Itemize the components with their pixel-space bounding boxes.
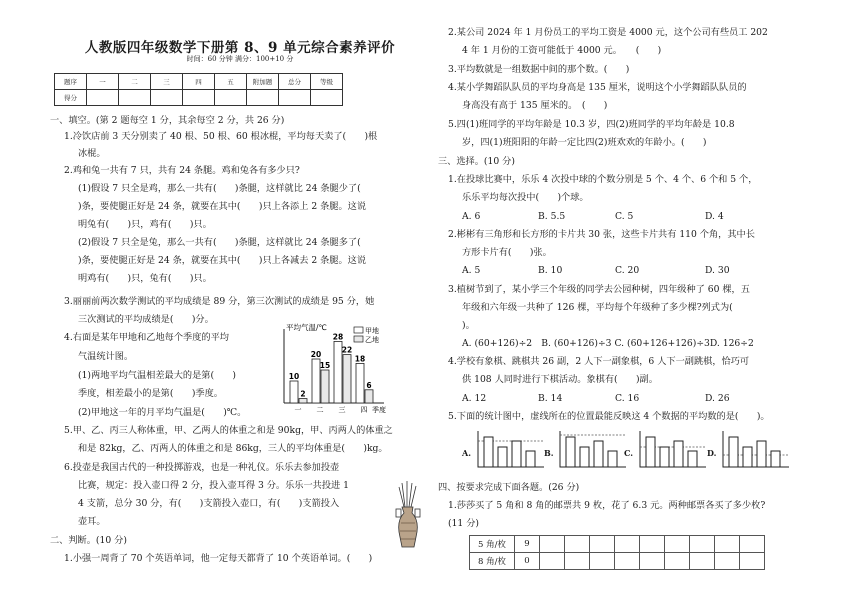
- question-text: 和是 82kg，乙、丙两人的体重之和是 86kg，三人的平均体重是( )kg。: [78, 443, 388, 454]
- question-text: 4.学校有象棋、跳棋共 26 副，2 人下一副象棋，6 人下一副跳棋，恰巧可: [448, 356, 750, 367]
- option-d: D. 30: [705, 265, 730, 276]
- touhu-pot-image: [394, 481, 422, 549]
- option-c: C. 5: [615, 211, 634, 222]
- score-cell: 三: [151, 74, 183, 90]
- question-text: 4.右面是某年甲地和乙地每个季度的平均: [64, 332, 229, 343]
- stamp-row-label: 5 角/枚: [470, 536, 515, 553]
- chart-title: 平均气温/℃: [286, 323, 327, 332]
- option-b-chart: [556, 429, 630, 471]
- legend-label: 甲地: [365, 327, 379, 335]
- question-text: (1)两地平均气温相差最大的是第( ): [78, 370, 236, 381]
- question-text: (11 分): [448, 518, 479, 529]
- x-axis-label: 季度: [372, 406, 386, 413]
- option-a-chart: [474, 429, 548, 471]
- stamp-cell[interactable]: [665, 553, 690, 570]
- question-text: 3.植树节到了，某小学三个年级的同学去公园种树，四年级种了 60 棵，五: [448, 284, 750, 295]
- stamp-cell[interactable]: [715, 536, 740, 553]
- legend-swatch: [354, 327, 363, 333]
- option-a: A. 6: [462, 211, 481, 222]
- section-solve: 四、按要求完成下面各题。(26 分): [438, 482, 580, 493]
- question-text: 明鸡有( )只，兔有( )只。: [78, 273, 212, 284]
- score-blank: [279, 90, 311, 106]
- option-c: C. 16: [615, 393, 640, 404]
- data-label: 6: [366, 380, 372, 390]
- stamp-cell[interactable]: [590, 553, 615, 570]
- section-choice: 三、选择。(10 分): [438, 156, 515, 167]
- question-text: 5.甲、乙、丙三人称体重，甲、乙两人的体重之和是 90kg，甲、丙两人的体重之: [64, 425, 393, 436]
- question-text: )条，要使腿正好是 24 条，就要在其中( )只上各添上 2 条腿。这说: [78, 201, 367, 212]
- stamp-cell[interactable]: [740, 536, 765, 553]
- stamp-cell: 9: [515, 536, 540, 553]
- stamp-cell[interactable]: [740, 553, 765, 570]
- option-d-chart: [719, 429, 793, 471]
- question-text: 乐乐平均每次投中( )个球。: [462, 192, 589, 203]
- stamp-table: [469, 535, 765, 570]
- option-b: B. 10: [538, 265, 563, 276]
- page-title: 人教版四年级数学下册第 8、9 单元综合素养评价: [84, 40, 396, 56]
- question-text: 壶耳。: [78, 516, 106, 527]
- stamp-cell[interactable]: [715, 553, 740, 570]
- option-b: B. 14: [538, 393, 563, 404]
- question-text: 1.在投球比赛中，乐乐 4 次投中球的个数分别是 5 个、4 个、6 个和 5 个，: [448, 174, 758, 185]
- stamp-cell[interactable]: [640, 536, 665, 553]
- question-text: 年级和六年级一共种了 126 棵，平均每个年级种了多少棵?列式为(: [462, 302, 733, 313]
- data-label: 18: [354, 354, 366, 364]
- legend-label: 乙地: [365, 336, 379, 344]
- question-text: 2.鸡和兔一共有 7 只，共有 24 条腿。鸡和兔各有多少只?: [64, 165, 300, 176]
- stamp-cell[interactable]: [565, 536, 590, 553]
- data-label: 20: [310, 350, 322, 359]
- question-text: (2)甲地这一年的月平均气温是( )℃。: [78, 407, 247, 418]
- chart-bar: [321, 370, 329, 403]
- score-cell: 附加题: [247, 74, 279, 90]
- question-text: (2)假设 7 只全是兔，那么一共有( )条腿，这样就比 24 条腿多了(: [78, 237, 361, 248]
- score-cell: 五: [215, 74, 247, 90]
- x-tick-label: 三: [338, 406, 346, 413]
- score-blank: [183, 90, 215, 106]
- stamp-cell[interactable]: [615, 553, 640, 570]
- question-text: 1.莎莎买了 5 角和 8 角的邮票共 9 枚，花了 6.3 元。两种邮票各买了多少枚?: [448, 500, 766, 511]
- score-label: 得分: [55, 90, 87, 106]
- score-table: [54, 73, 343, 106]
- question-text: (1)假设 7 只全是鸡，那么一共有( )条腿，这样就比 24 条腿少了(: [78, 183, 361, 194]
- question-text: 6.投壶是我国古代的一种投掷游戏，也是一种礼仪。乐乐去参加投壶: [64, 462, 340, 473]
- option-d: D. 4: [705, 211, 724, 222]
- question-text: 1.冷饮店前 3 天分别卖了 40 根、50 根、60 根冰棍，平均每天卖了( )根: [64, 131, 378, 142]
- option-row: A. (60+126)÷2 B. (60+126)÷3 C. (60+126+126)÷3D. 126÷2: [462, 338, 754, 349]
- question-text: 三次测试的平均成绩是( )分。: [78, 314, 214, 325]
- legend-swatch: [354, 336, 363, 342]
- option-a: A. 12: [462, 393, 487, 404]
- question-text: 岁，四(1)班阳阳的年龄一定比四(2)班欢欢的年龄小。( ): [462, 137, 707, 148]
- chart-bar: [290, 381, 298, 403]
- section-judge: 二、判断。(10 分): [50, 535, 127, 546]
- score-blank: [247, 90, 279, 106]
- chart-bar: [299, 399, 307, 403]
- score-cell: 四: [183, 74, 215, 90]
- data-label: 28: [332, 332, 344, 342]
- question-text: 方形卡片有( )张。: [462, 247, 552, 258]
- score-cell: 总分: [279, 74, 311, 90]
- data-label: 10: [288, 372, 300, 381]
- x-tick-label: 二: [316, 406, 324, 413]
- option-b: B.: [544, 448, 554, 458]
- data-label: 2: [300, 389, 306, 399]
- question-text: 气温统计图。: [78, 351, 134, 362]
- score-blank: [119, 90, 151, 106]
- question-text: 4 年 1 月份的工资可能低于 4000 元。 ( ): [462, 45, 662, 56]
- x-tick-label: 四: [360, 406, 368, 413]
- section-fill-blank: 一、填空。(第 2 题每空 1 分，其余每空 2 分，共 26 分): [50, 115, 285, 126]
- stamp-cell[interactable]: [640, 553, 665, 570]
- option-b: B. 5.5: [538, 211, 566, 222]
- question-text: 1.小强一周背了 70 个英语单词，他一定每天都背了 10 个英语单词。( ): [64, 553, 373, 564]
- question-text: 2.彬彬有三角形和长方形的卡片共 30 张，这些卡片共有 110 个角，其中长: [448, 229, 755, 240]
- stamp-row-label: 8 角/枚: [470, 553, 515, 570]
- chart-bar: [365, 390, 373, 403]
- option-c: C.: [624, 448, 634, 458]
- stamp-cell[interactable]: [540, 536, 565, 553]
- exam-info: 时间：60 分钟 满分：100+10 分: [186, 55, 294, 63]
- option-c: C. 20: [615, 265, 640, 276]
- option-a: A. 5: [462, 265, 481, 276]
- question-text: 比赛，规定：投入壶口得 2 分，投入壶耳得 3 分。乐乐一共投进 1: [78, 480, 350, 491]
- question-text: 冰棍。: [78, 148, 106, 159]
- score-cell: 题序: [55, 74, 87, 90]
- stamp-cell[interactable]: [590, 536, 615, 553]
- score-blank: [87, 90, 119, 106]
- x-tick-label: 一: [294, 406, 302, 413]
- question-text: )。: [462, 320, 475, 331]
- question-text: 3.丽丽前两次数学测试的平均成绩是 89 分，第三次测试的成绩是 95 分，她: [64, 296, 375, 307]
- question-text: 4 支箭，总分 30 分，有( )支箭投入壶口，有( )支箭投入: [78, 498, 340, 509]
- stamp-cell[interactable]: [690, 553, 715, 570]
- option-c-chart: [636, 429, 710, 471]
- stamp-cell: 0: [515, 553, 540, 570]
- question-text: 供 108 人同时进行下棋活动。象棋有( )副。: [462, 374, 658, 385]
- question-text: 明兔有( )只，鸡有( )只。: [78, 219, 212, 230]
- question-text: 5.下面的统计图中，虚线所在的位置最能反映这 4 个数据的平均数的是( )。: [448, 411, 770, 422]
- question-text: 季度，相差最小的是第( )季度。: [78, 388, 223, 399]
- question-text: 4.某小学舞蹈队队员的平均身高是 135 厘米，说明这个小学舞蹈队队员的: [448, 82, 747, 93]
- option-d: D.: [707, 448, 717, 458]
- chart-bar: [356, 363, 364, 403]
- score-blank: [215, 90, 247, 106]
- score-blank: [151, 90, 183, 106]
- temperature-bar-chart: [266, 321, 394, 413]
- question-text: 2.某公司 2024 年 1 月份员工的平均工资是 4000 元，这个公司有些员工 202: [448, 27, 768, 38]
- stamp-cell[interactable]: [665, 536, 690, 553]
- question-text: 3.平均数就是一组数据中间的那个数。( ): [448, 64, 630, 75]
- question-text: 身高没有高于 135 厘米的。 ( ): [462, 100, 608, 111]
- stamp-cell[interactable]: [565, 553, 590, 570]
- chart-bar: [343, 355, 351, 403]
- data-label: 15: [319, 361, 331, 370]
- score-cell: 等级: [311, 74, 343, 90]
- score-blank: [311, 90, 343, 106]
- stamp-cell[interactable]: [615, 536, 640, 553]
- data-label: 22: [341, 345, 353, 355]
- option-a: A.: [462, 448, 471, 458]
- option-d: D. 26: [705, 393, 730, 404]
- stamp-cell[interactable]: [540, 553, 565, 570]
- stamp-cell[interactable]: [690, 536, 715, 553]
- score-cell: 二: [119, 74, 151, 90]
- question-text: 5.四(1)班同学的平均年龄是 10.3 岁，四(2)班同学的平均年龄是 10.8: [448, 119, 735, 130]
- score-cell: 一: [87, 74, 119, 90]
- question-text: )条，要使腿正好是 24 条，就要在其中( )只上各减去 2 条腿。这说: [78, 255, 367, 266]
